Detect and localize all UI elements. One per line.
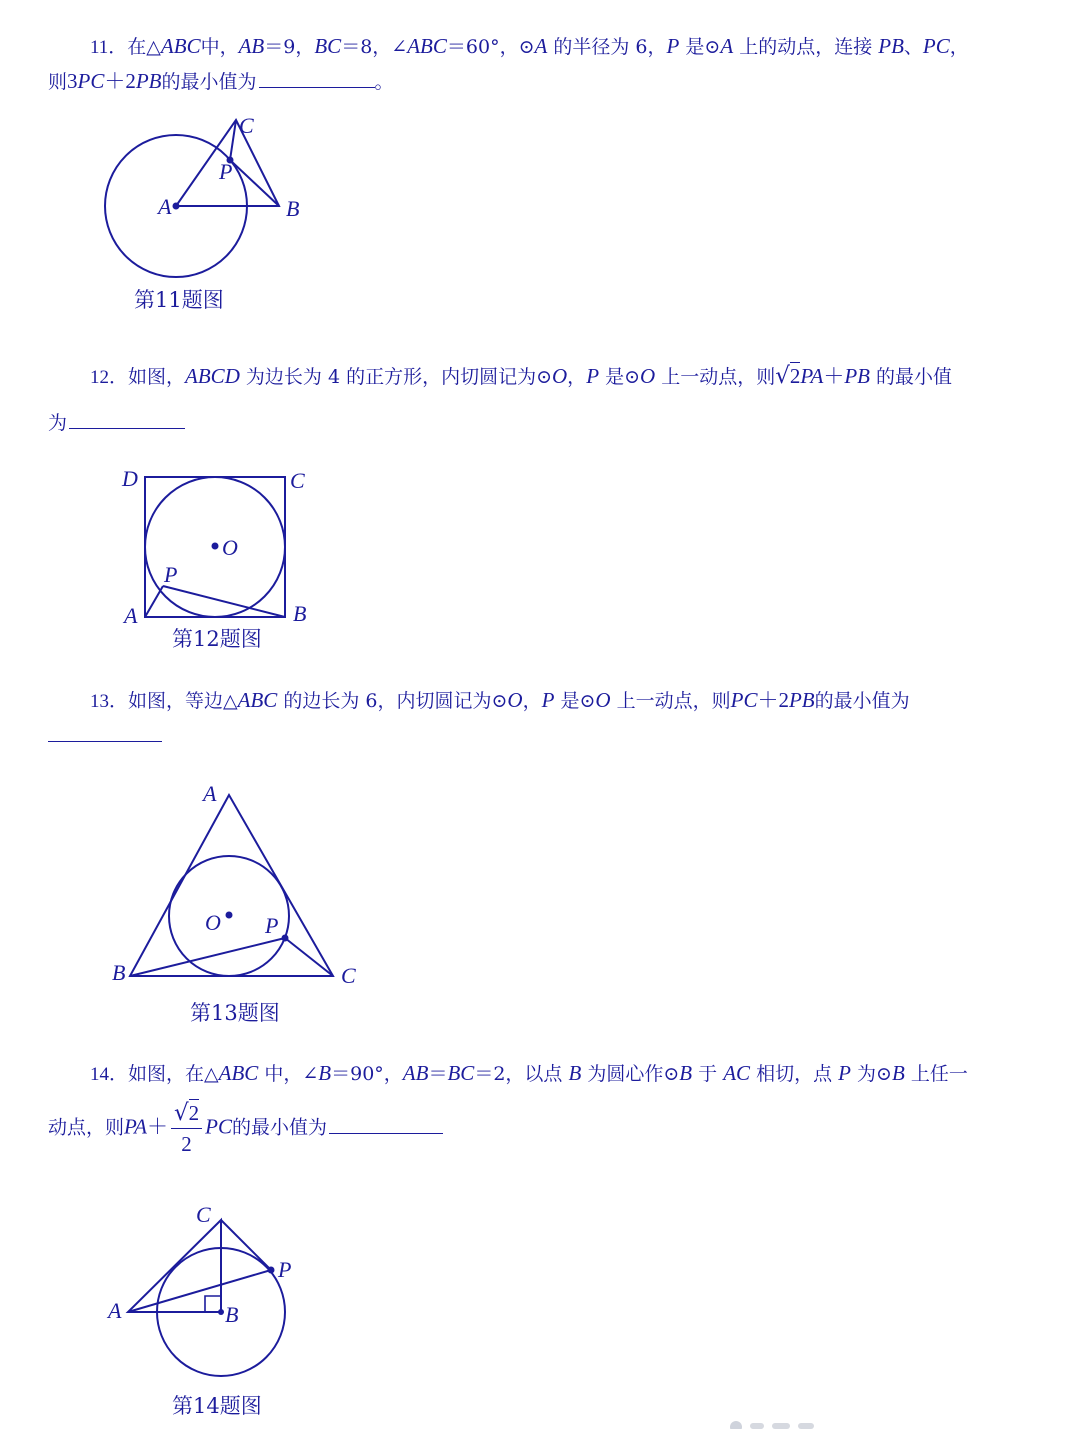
- math: O: [552, 364, 568, 388]
- right-angle-mark: [205, 1296, 221, 1312]
- math: ABCD: [185, 364, 240, 388]
- math: P: [666, 34, 680, 58]
- point-o: [212, 543, 219, 550]
- text: 为: [48, 412, 68, 434]
- text: 是⊙: [685, 36, 721, 58]
- label-b: B: [225, 1302, 239, 1327]
- watermark-decoration: [728, 1418, 828, 1429]
- text: 如图，在△: [128, 1063, 219, 1085]
- text: 于: [698, 1063, 718, 1085]
- figure-11-caption: 第11题图: [134, 288, 224, 312]
- text: 如图，等边△: [128, 690, 238, 712]
- math: P: [838, 1061, 851, 1085]
- math: ＋2: [104, 69, 136, 93]
- text: ，: [949, 36, 969, 58]
- math: PB: [844, 364, 870, 388]
- math: PB: [788, 688, 815, 712]
- question-12-text: [48, 361, 1023, 438]
- segment-pb: [230, 160, 279, 206]
- text: ＝60°，⊙: [446, 36, 535, 58]
- figure-13: [105, 780, 375, 995]
- text: 为⊙: [857, 1063, 892, 1085]
- math: BC: [314, 34, 342, 58]
- math: ABC: [237, 688, 278, 712]
- label-a: A: [108, 1298, 122, 1323]
- label-p: P: [265, 913, 279, 938]
- math: ABC: [160, 34, 201, 58]
- text: ＝2，以点: [474, 1063, 563, 1085]
- math: P: [541, 688, 555, 712]
- math: ＋: [146, 1114, 168, 1139]
- question-13-text: [48, 685, 1023, 751]
- text: 动点，则: [48, 1116, 125, 1139]
- text: 、: [903, 36, 923, 58]
- label-p: P: [278, 1257, 292, 1282]
- label-b: B: [293, 601, 307, 626]
- point-b: [218, 1309, 224, 1315]
- label-b: B: [112, 960, 126, 985]
- text: ＝90°，: [331, 1063, 403, 1085]
- text: 的最小值为: [161, 71, 257, 93]
- figure-14-caption: 第14题图: [172, 1394, 262, 1418]
- figure-13-caption: 第13题图: [190, 1001, 280, 1025]
- figure-12-caption: 第12题图: [172, 627, 262, 651]
- text: 的最小值: [876, 366, 953, 388]
- question-12-line-1: [48, 361, 1023, 393]
- text: 中，∠: [264, 1063, 319, 1085]
- answer-blank[interactable]: [69, 406, 185, 429]
- text: 则: [48, 71, 68, 93]
- math: 2: [789, 364, 801, 388]
- label-c: C: [239, 113, 254, 138]
- question-14-text: [48, 1058, 1023, 1155]
- text: 在△: [127, 36, 161, 58]
- text: 上一动点，则: [616, 690, 731, 712]
- label-o: O: [205, 910, 221, 935]
- math: AB: [402, 1061, 429, 1085]
- text: 。: [374, 71, 394, 93]
- text: 上任一: [910, 1063, 968, 1085]
- math: A: [534, 34, 548, 58]
- math: PC: [77, 69, 105, 93]
- text: 为圆心作⊙: [587, 1063, 680, 1085]
- text: 是⊙: [605, 366, 640, 388]
- label-p: P: [164, 562, 178, 587]
- text: 如图，: [128, 366, 186, 388]
- question-11-line-1: [48, 31, 1023, 63]
- label-a: A: [203, 781, 217, 806]
- question-14-line-1: [48, 1058, 1023, 1090]
- answer-blank[interactable]: [329, 1111, 443, 1134]
- segment-pc: [221, 1220, 271, 1270]
- math: PA: [800, 364, 824, 388]
- question-11-text: [48, 31, 1023, 97]
- math: P: [586, 364, 600, 388]
- figure-12: [118, 462, 328, 632]
- fraction-numerator: [171, 1102, 202, 1129]
- point-p: [268, 1267, 275, 1274]
- math: ＋2: [757, 688, 789, 712]
- math: ABC: [218, 1061, 259, 1085]
- math: B: [891, 1061, 905, 1085]
- text: 是⊙: [560, 690, 596, 712]
- math: B: [568, 1061, 582, 1085]
- fraction: [171, 1102, 202, 1155]
- math: O: [595, 688, 611, 712]
- sqrt-symbol: √: [775, 363, 790, 389]
- math: PA: [124, 1114, 147, 1139]
- segment-pb: [130, 938, 285, 976]
- label-o: O: [222, 535, 238, 560]
- math: O: [639, 364, 656, 388]
- answer-blank[interactable]: [259, 65, 375, 88]
- fraction-denominator: 2: [181, 1132, 192, 1156]
- label-a: A: [124, 603, 138, 628]
- point-a: [173, 203, 180, 210]
- label-d: D: [122, 466, 138, 491]
- label-c: C: [341, 963, 356, 988]
- math: B: [318, 1061, 332, 1085]
- question-number: 14．: [90, 1064, 129, 1085]
- math: PB: [878, 34, 904, 58]
- math: AB: [238, 34, 265, 58]
- label-a: A: [158, 194, 172, 219]
- math: PC: [730, 688, 758, 712]
- math: B: [679, 1061, 693, 1085]
- math: 3: [67, 69, 78, 93]
- text: 为边长为 4 的正方形，内切圆记为⊙: [245, 366, 552, 388]
- text: 上一动点，则: [661, 366, 776, 388]
- math: BC: [447, 1061, 475, 1085]
- text: ＝9，: [264, 36, 315, 58]
- point-p: [282, 935, 289, 942]
- text: 的边长为 6，内切圆记为⊙: [283, 690, 508, 712]
- math: PC: [205, 1114, 232, 1139]
- math: AC: [723, 1061, 751, 1085]
- text: ，: [567, 366, 587, 388]
- label-b: B: [286, 196, 300, 221]
- text: 的最小值为: [814, 690, 910, 712]
- figure-14: [100, 1198, 315, 1388]
- sqrt-symbol: √: [173, 1100, 189, 1126]
- question-14-line-2: [48, 1102, 1023, 1155]
- question-12-line-2: [48, 406, 1023, 438]
- math: ＋: [823, 364, 845, 388]
- segment-pb: [163, 586, 285, 617]
- answer-blank[interactable]: [48, 719, 162, 742]
- segment-pa: [145, 586, 163, 617]
- question-11-line-2: [48, 65, 1023, 97]
- text: 相切，点: [756, 1063, 833, 1085]
- math: 2: [188, 1101, 200, 1125]
- question-number: 11．: [90, 37, 128, 58]
- text: 中，: [200, 36, 239, 58]
- math: PC: [922, 34, 950, 58]
- text: 的半径为 6，: [553, 36, 667, 58]
- math: O: [507, 688, 523, 712]
- label-p: P: [219, 159, 233, 184]
- question-13-line-2: [48, 719, 1023, 751]
- figure-11: [100, 112, 320, 287]
- question-number: 12．: [90, 367, 129, 388]
- text: 上的动点，连接: [739, 36, 873, 58]
- math: ABC: [407, 34, 447, 58]
- label-c: C: [290, 468, 305, 493]
- math: A: [720, 34, 734, 58]
- point-o: [226, 912, 233, 919]
- math: PB: [135, 69, 162, 93]
- text: ，: [522, 690, 542, 712]
- triangle-abc: [130, 795, 333, 976]
- segment-pc: [285, 938, 333, 976]
- label-c: C: [196, 1202, 211, 1227]
- question-13-line-1: [48, 685, 1023, 717]
- text: ＝: [428, 1063, 448, 1085]
- question-number: 13．: [90, 691, 129, 712]
- text: ＝8，∠: [341, 36, 408, 58]
- text: 的最小值为: [231, 1116, 327, 1139]
